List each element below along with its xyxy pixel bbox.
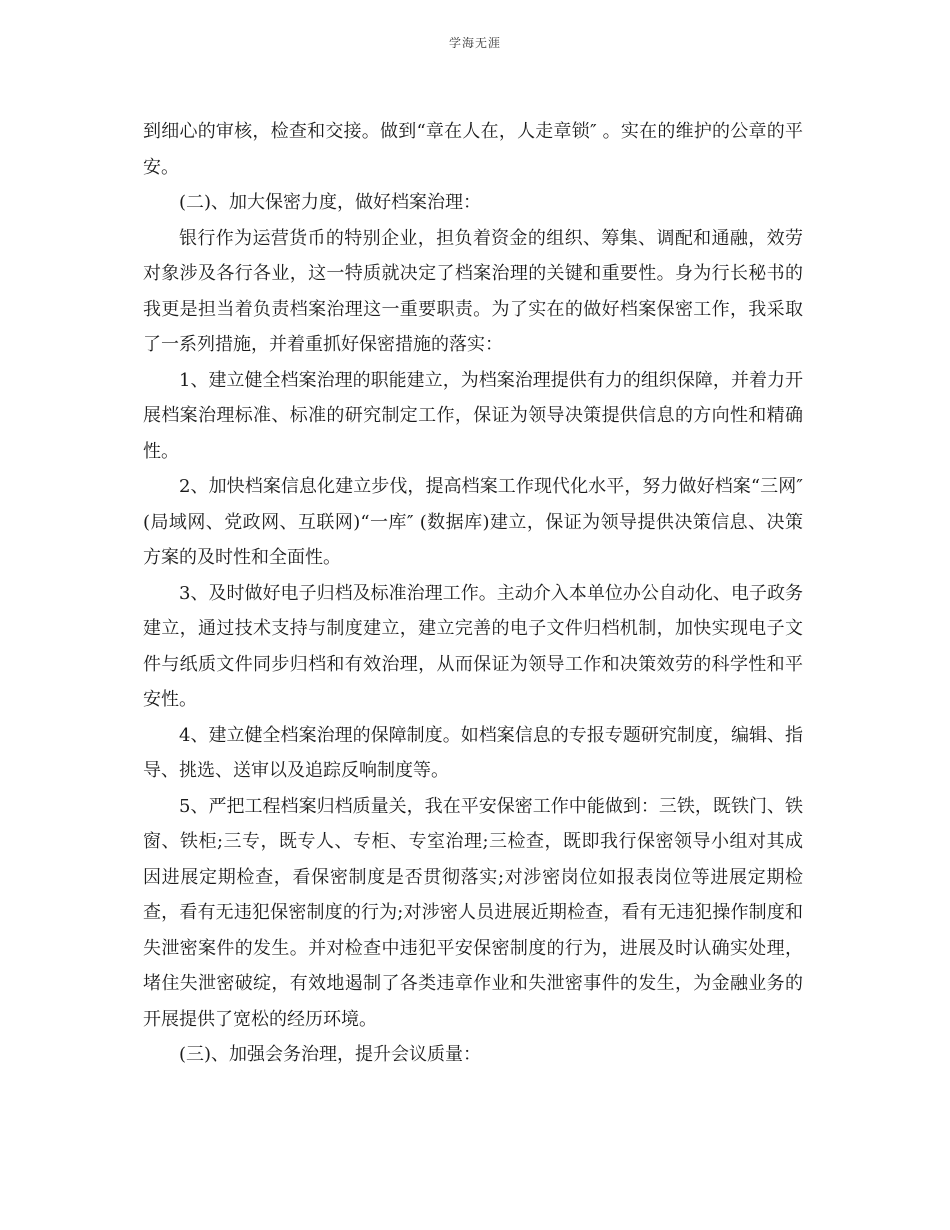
- list-item-2: 2、加快档案信息化建立步伐，提高档案工作现代化水平，努力做好档案“三网″ (局域网、党政网、互联网)“一库″ (数据库)建立，保证为领导提供决策信息、决策方案的及时性和全面性。: [143, 476, 803, 568]
- list-item-4: 4、建立健全档案治理的保障制度。如档案信息的专报专题研究制度，编辑、指导、挑选、送审以及追踪反响制度等。: [143, 724, 803, 781]
- paragraph-continuation: 到细心的审核，检查和交接。做到“章在人在，人走章锁″ 。实在的维护的公章的平安。: [143, 121, 803, 178]
- document-body: [143, 114, 803, 1073]
- section-heading-2: (二)、加大保密力度，做好档案治理：: [179, 192, 482, 213]
- page-header: 学海无涯: [448, 36, 501, 50]
- section-heading-3: (三)、加强会务治理，提升会议质量：: [179, 1044, 482, 1065]
- list-item-1: 1、建立健全档案治理的职能建立，为档案治理提供有力的组织保障，并着力开展档案治理标准、标准的研究制定工作，保证为领导决策提供信息的方向性和精确性。: [143, 369, 803, 462]
- list-item-5: 5、严把工程档案归档质量关，我在平安保密工作中能做到：三铁，既铁门、铁窗、铁柜;三专，既专人、专柜、专室治理;三检查，既即我行保密领导小组对其成因进展定期检查，看保密制度是否贯彻落实;对涉密岗位如报表岗位等进展定期检查，看有无违犯保密制度的行为;对涉密人员进展近期检查，看有无违犯操作制度和失泄密案件的发生。并对检查中违犯平安保密制度的行为，进展及时认确实处理，堵住失泄密破绽，有效地遏制了各类违章作业和失泄密事件的发生，为金融业务的开展提供了宽松的经历环境。: [143, 795, 803, 1030]
- list-item-3: 3、及时做好电子归档及标准治理工作。主动介入本单位办公自动化、电子政务建立，通过技术支持与制度建立，建立完善的电子文件归档机制，加快实现电子文件与纸质文件同步归档和有效治理，从而保证为领导工作和决策效劳的科学性和平安性。: [143, 582, 803, 710]
- paragraph-intro: 银行作为运营货币的特别企业，担负着资金的组织、筹集、调配和通融，效劳对象涉及各行各业，这一特质就决定了档案治理的关键和重要性。身为行长秘书的我更是担当着负责档案治理这一重要职责。为了实在的做好档案保密工作，我采取了一系列措施，并着重抓好保密措施的落实：: [143, 227, 803, 355]
